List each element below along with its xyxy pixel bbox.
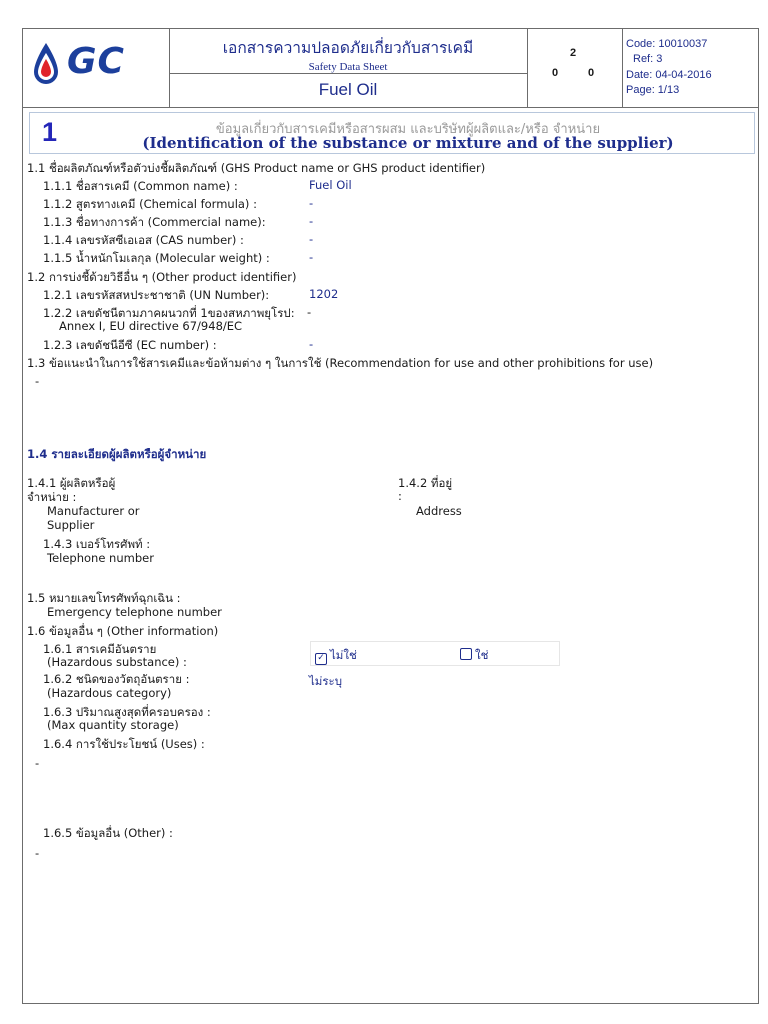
unchecked-checkbox-icon[interactable] bbox=[460, 648, 472, 660]
nfpa-reactivity: 0 bbox=[588, 67, 595, 79]
s112-value: - bbox=[309, 196, 314, 210]
hazard-option-no-label: ไม่ใช่ bbox=[330, 648, 357, 662]
s115-label: 1.1.5 น้ำหนักโมเลกุล (Molecular weight) : bbox=[43, 251, 270, 265]
doc-code: Code: 10010037 bbox=[626, 38, 708, 50]
s122-value: - bbox=[307, 305, 312, 319]
title-thai: เอกสารความปลอดภัยเกี่ยวกับสารเคมี bbox=[222, 39, 474, 57]
s142-label: 1.4.2 ที่อยู่ bbox=[398, 476, 453, 490]
s111-label: 1.1.1 ชื่อสารเคมี (Common name) : bbox=[43, 179, 238, 193]
gc-logo-text: GC bbox=[67, 41, 125, 82]
s122-label-en: Annex I, EU directive 67/948/EC bbox=[59, 319, 243, 333]
s165-label: 1.6.5 ข้อมูลอื่น (Other) : bbox=[43, 826, 173, 840]
document-header bbox=[23, 29, 758, 108]
s115-value: - bbox=[309, 250, 314, 264]
s162-value: ไม่ระบุ bbox=[309, 674, 343, 688]
gc-drop-logo-icon bbox=[31, 41, 61, 89]
section-title-thai: ข้อมูลเกี่ยวกับสารเคมีหรือสารผสม และบริษัทผู้ผลิตและ/หรือ จำหน่าย bbox=[215, 122, 601, 137]
s122-label: 1.2.2 เลขดัชนีตามภาคผนวกที่ 1ของสหภาพยุโรป: bbox=[43, 306, 295, 320]
s14-heading: 1.4 รายละเอียดผู้ผลิตหรือผู้จำหน่าย bbox=[27, 447, 207, 461]
section-banner bbox=[29, 112, 755, 154]
s114-label: 1.1.4 เลขรหัสซีเอเอส (CAS number) : bbox=[43, 233, 244, 247]
s15-label: 1.5 หมายเลขโทรศัพท์ฉุกเฉิน : bbox=[27, 591, 181, 605]
s112-label: 1.1.2 สูตรทางเคมี (Chemical formula) : bbox=[43, 197, 257, 211]
s13-heading: 1.3 ข้อแนะนำในการใช้สารเคมีและข้อห้ามต่าง ๆ ในการใช้ (Recommendation for use and other prohibitions for use) bbox=[27, 356, 654, 370]
s142-label-2: : bbox=[398, 489, 402, 503]
s161-label: 1.6.1 สารเคมีอันตราย bbox=[43, 642, 157, 656]
s142-label-en: Address bbox=[416, 504, 462, 518]
doc-date: Date: 04-04-2016 bbox=[626, 69, 712, 81]
section-title-english: (Identification of the substance or mixture and of the supplier) bbox=[142, 134, 674, 152]
s141-label-en-2: Supplier bbox=[47, 518, 95, 532]
s113-value: - bbox=[309, 214, 314, 228]
nfpa-health: 0 bbox=[552, 67, 559, 79]
hazard-option-yes-label: ใช่ bbox=[475, 648, 489, 662]
s143-label: 1.4.3 เบอร์โทรศัพท์ : bbox=[43, 537, 151, 551]
hazard-option-no[interactable] bbox=[315, 647, 357, 665]
s162-label-en: (Hazardous category) bbox=[47, 686, 172, 700]
checked-checkbox-icon[interactable]: ✓ bbox=[315, 653, 327, 665]
hazard-option-yes[interactable] bbox=[460, 647, 488, 665]
s164-value: - bbox=[35, 756, 40, 770]
s163-label-en: (Max quantity storage) bbox=[47, 718, 179, 732]
nfpa-flammability: 2 bbox=[570, 47, 577, 59]
s13-value: - bbox=[35, 374, 40, 388]
s111-value: Fuel Oil bbox=[309, 178, 352, 192]
document-meta bbox=[622, 29, 758, 107]
product-name: Fuel Oil bbox=[318, 80, 378, 99]
s121-value: 1202 bbox=[309, 287, 339, 301]
document-title bbox=[169, 29, 527, 74]
s164-label: 1.6.4 การใช้ประโยชน์ (Uses) : bbox=[43, 737, 205, 751]
s15-label-en: Emergency telephone number bbox=[47, 605, 222, 619]
s165-value: - bbox=[35, 846, 40, 860]
title-english: Safety Data Sheet bbox=[308, 61, 388, 73]
sds-page bbox=[22, 28, 759, 1004]
doc-ref: Ref: 3 bbox=[633, 53, 663, 65]
s113-label: 1.1.3 ชื่อทางการค้า (Commercial name): bbox=[43, 215, 266, 229]
s123-label: 1.2.3 เลขดัชนีอีซี (EC number) : bbox=[43, 338, 217, 352]
s161-label-en: (Hazardous substance) : bbox=[47, 655, 187, 669]
logo-cell bbox=[23, 29, 170, 107]
s11-heading: 1.1 ชื่อผลิตภัณฑ์หรือตัวบ่งชี้ผลิตภัณฑ์ (GHS Product name or GHS product identifier) bbox=[27, 161, 486, 175]
doc-page: Page: 1/13 bbox=[626, 84, 680, 96]
nfpa-rating bbox=[527, 29, 623, 107]
s163-label: 1.6.3 ปริมาณสูงสุดที่ครอบครอง : bbox=[43, 705, 211, 719]
s162-label: 1.6.2 ชนิดของวัตถุอันตราย : bbox=[43, 672, 190, 686]
s143-label-en: Telephone number bbox=[47, 551, 154, 565]
s141-label-en: Manufacturer or bbox=[47, 504, 140, 518]
section-number: 1 bbox=[42, 117, 58, 147]
s16-heading: 1.6 ข้อมูลอื่น ๆ (Other information) bbox=[27, 624, 219, 638]
title-cell bbox=[169, 29, 528, 107]
s121-label: 1.2.1 เลขรหัสสหประชาชาติ (UN Number): bbox=[43, 288, 270, 302]
s141-label-2: จำหน่าย : bbox=[27, 490, 77, 504]
s141-label: 1.4.1 ผู้ผลิตหรือผู้ bbox=[27, 476, 116, 490]
s123-value: - bbox=[309, 337, 314, 351]
s12-heading: 1.2 การบ่งชี้ด้วยวิธีอื่น ๆ (Other product identifier) bbox=[27, 270, 297, 284]
s114-value: - bbox=[309, 232, 314, 246]
